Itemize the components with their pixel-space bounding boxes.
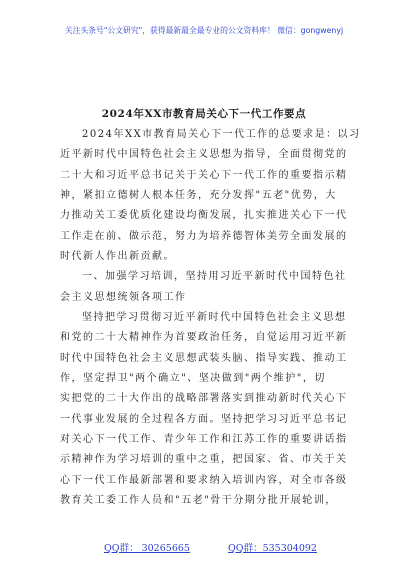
qq-group-link-1[interactable]: QQ群： 30265665 <box>104 543 190 554</box>
body-line: 一代事业发展的全过程各方面。坚持把学习习近平总书记 <box>60 414 348 425</box>
body-line: 神，紧扣立德树人根本任务，充分发挥"五老"优势，大 <box>60 190 337 201</box>
qq-group-link-2[interactable]: QQ群：535304092 <box>228 543 317 554</box>
body-line: 教育关工委工作人员和"五老"骨干分期分批开展轮训， <box>60 495 337 506</box>
body-line: 力推动关工委优质化建设均衡发展，扎实推进关心下一代 <box>60 210 348 221</box>
body-line: 示精神作为学习培训的重中之重，把国家、省、市关于关 <box>60 454 348 465</box>
body-line: 作，坚定捍卫"两个确立"、坚决做到"两个维护"，切 <box>60 373 326 384</box>
section-heading: 一、加强学习培训，坚持用习近平新时代中国特色社 <box>82 271 347 282</box>
body-line: 和党的二十大精神作为首要政治任务，自觉运用习近平新 <box>60 332 348 343</box>
body-line: 实把党的二十大作出的战略部署落实到推动新时代关心下 <box>60 393 348 404</box>
body-line: 坚持把学习贯彻习近平新时代中国特色社会主义思想 <box>82 312 347 323</box>
body-line: 对关心下一代工作、青少年工作和江苏工作的重要讲话指 <box>60 434 348 445</box>
body-line: 心下一代工作最新部署和要求纳入培训内容，对全市各级 <box>60 475 348 486</box>
document-title: 2024年XX市教育局关心下一代工作要点 <box>101 108 307 120</box>
body-line: 2024年XX市教育局关心下一代工作的总要求是：以习 <box>82 129 361 140</box>
body-line: 时代中国特色社会主义思想武装头脑、指导实践、推动工 <box>60 353 348 364</box>
section-heading: 会主义思想统领各项工作 <box>60 292 187 303</box>
body-line: 时代新人作出新贡献。 <box>60 251 175 262</box>
body-line: 近平新时代中国特色社会主义思想为指导，全面贯彻党的 <box>60 149 348 160</box>
top-banner: 关注头条号"公文研究"，获得最新最全最专业的公文资料库！ 微信：gongwenyj <box>64 26 344 35</box>
body-line: 工作走在前、做示范，努力为培养德智体美劳全面发展的 <box>60 231 348 242</box>
body-line: 二十大和习近平总书记关于关心下一代工作的重要指示精 <box>60 170 348 181</box>
